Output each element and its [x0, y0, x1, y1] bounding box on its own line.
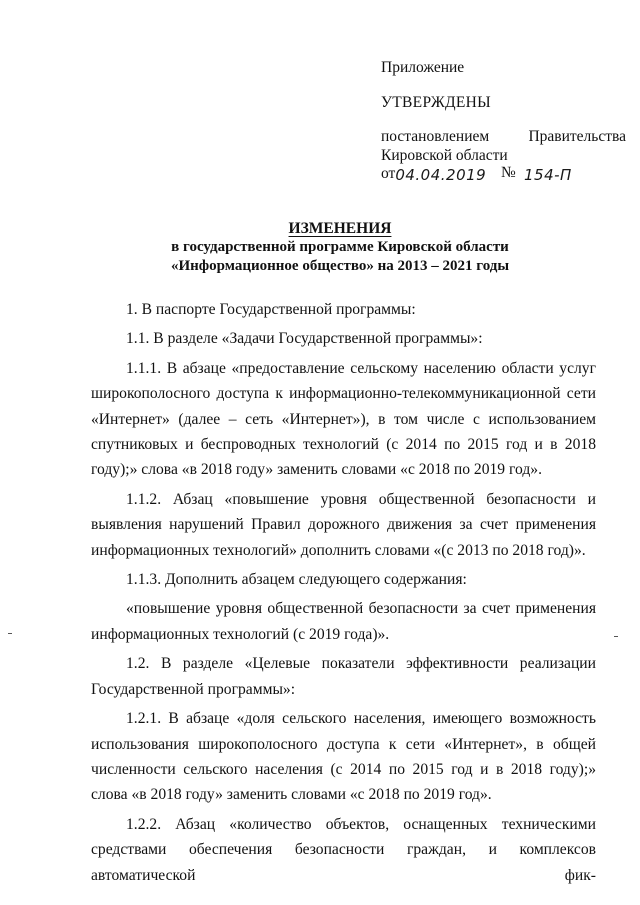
appendix-label: Приложение [381, 59, 465, 76]
region-line: Кировской области [381, 147, 508, 164]
paragraph-quote: «повышение уровня общественной безопасности за счет применения информационных технологий (с 2019 года)». [91, 600, 596, 643]
number-prefix: № [501, 164, 516, 181]
paragraph-1-1-1: 1.1.1. В абзаце «предоставление сельскому населению области услуг широкополосного доступа к информационно-телекоммуникационной сети «Интернет» (далее – сеть «Интернет»), в том числе с использованием спутниковых и беспроводных технологий (с 2014 по 2015 год и в 2018 году);» слова «в 2018 году» заменить словами «с 2018 по 2019 год». [91, 359, 596, 479]
paragraph-1-1: 1.1. В разделе «Задачи Государственной программы»: [126, 330, 483, 348]
paragraph-1-2-2: 1.2.2. Абзац «количество объектов, оснащенных техническими средствами обеспечения безопасности граждан, и комплексов автоматической фик- [91, 815, 596, 884]
date-number-line [381, 163, 572, 184]
paragraph-1-2: 1.2. В разделе «Целевые показатели эффективности реализации Государственной программы»: [91, 655, 596, 698]
paragraph-1: 1. В паспорте Государственной программы: [126, 301, 416, 318]
approved-label: УТВЕРЖДЕНЫ [381, 94, 491, 111]
scan-mark [614, 636, 618, 637]
title-line-2: в государственной программе Кировской области [171, 239, 509, 255]
date-prefix: от [381, 165, 396, 182]
body-text [91, 297, 596, 888]
title-line-3: «Информационное общество» на 2013 – 2021 годы [170, 258, 510, 274]
paragraph-1-2-1: 1.2.1. В абзаце «доля сельского населения, имеющего возможность использования широкополосного доступа к сети «Интернет», в общей численности сельского населения (с 2014 по 2015 год и в 2018 году);» слова «в 2018 году» заменить словами «с 2018 по 2019 год». [91, 710, 596, 804]
decree-line [381, 127, 626, 147]
document-title [0, 219, 640, 276]
scan-mark [8, 633, 12, 634]
decree-word: постановлением [381, 128, 490, 145]
paragraph-1-1-2: 1.1.2. Абзац «повышение уровня общественной безопасности и выявления нарушений Правил дорожного движения за счет применения информационных технологий» дополнить словами «(с 2013 по 2018 год)». [91, 490, 596, 559]
handwritten-number: 154-П [524, 166, 572, 184]
paragraph-1-1-3: 1.1.3. Дополнить абзацем следующего содержания: [126, 571, 467, 589]
handwritten-date: 04.04.2019 [395, 166, 487, 184]
government-word: Правительства [528, 128, 626, 145]
title-main: ИЗМЕНЕНИЯ [288, 220, 392, 237]
